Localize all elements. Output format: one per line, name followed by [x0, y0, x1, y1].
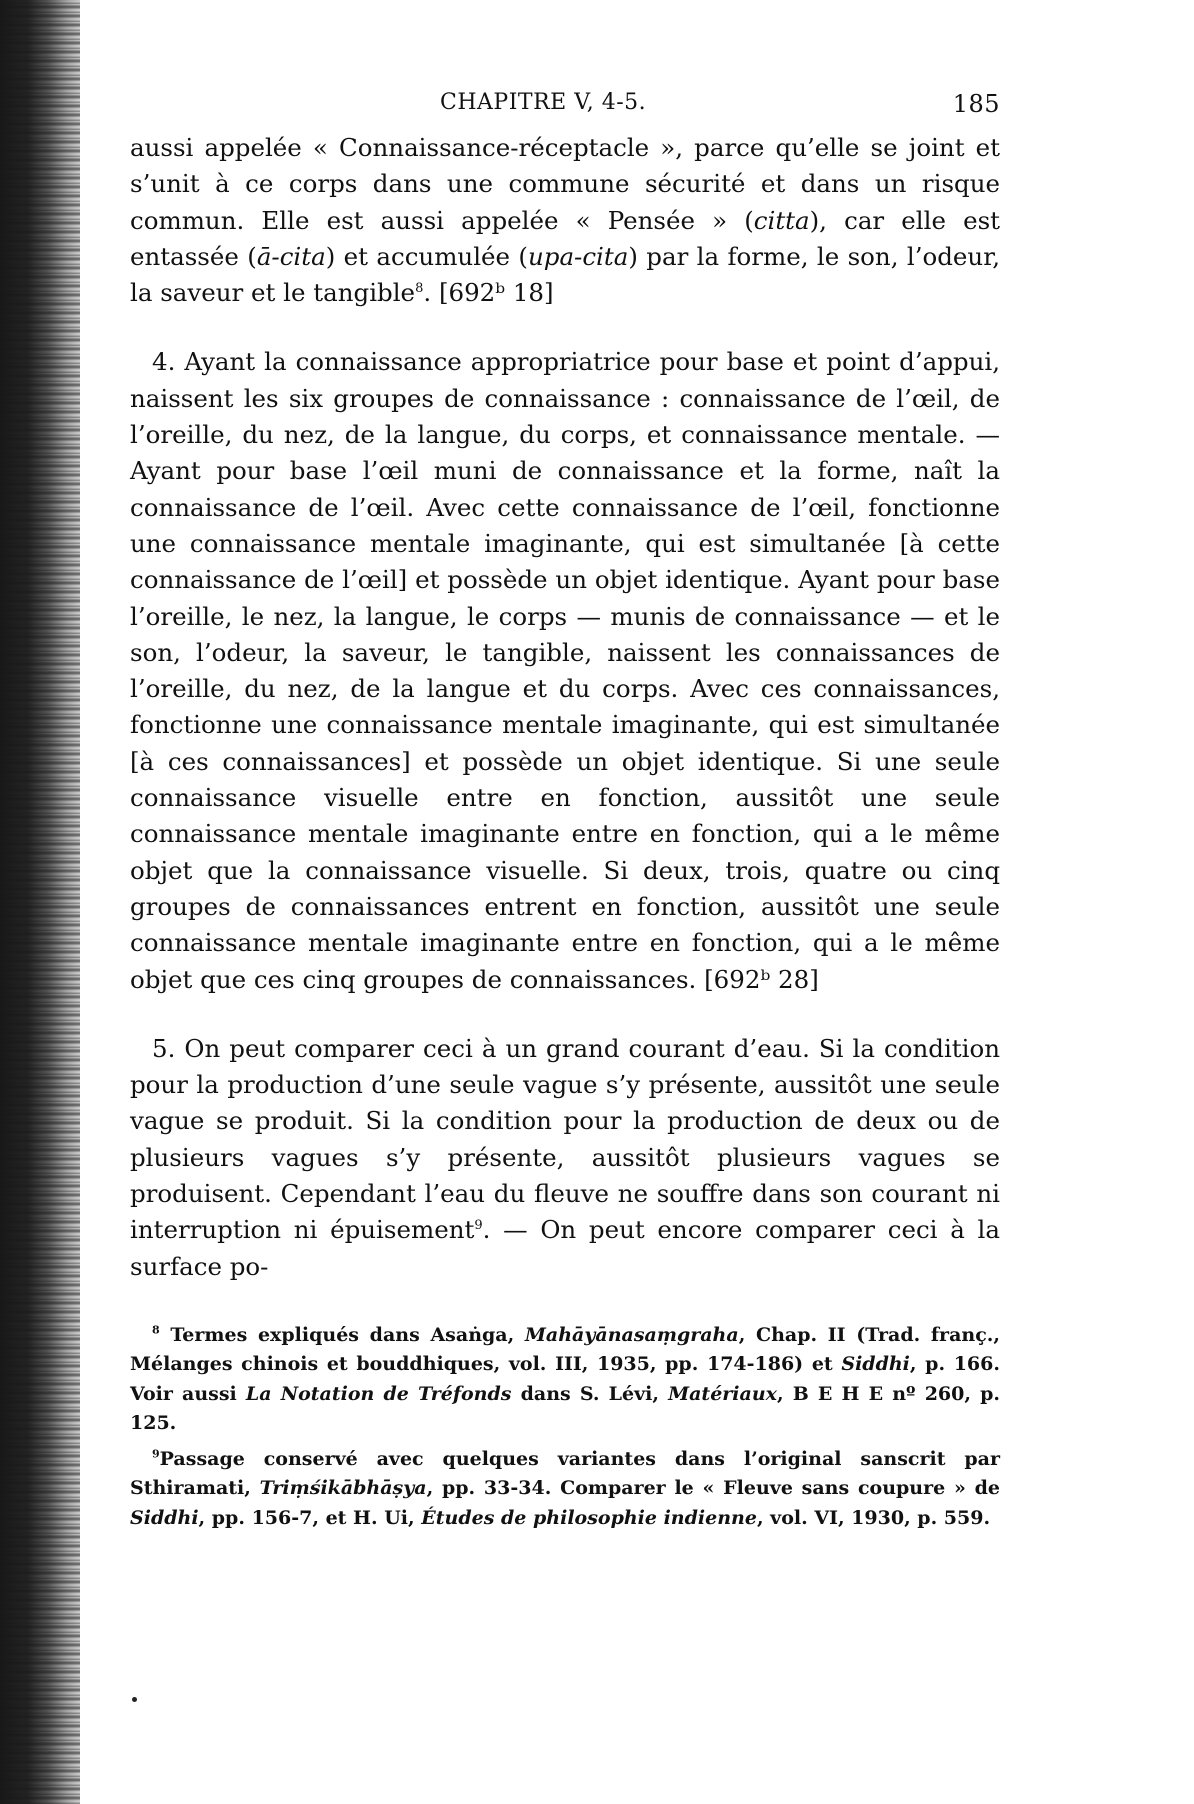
footnote-marker-8[interactable]: 8 [415, 281, 424, 297]
paragraph-section-5 [130, 1031, 1000, 1285]
footnote-8 [130, 1321, 1000, 1439]
text-run: ), car elle est entassée ( [130, 205, 1000, 271]
text-run: , p. 166. Voir aussi [130, 1353, 1000, 1405]
text-run: Termes expliqués dans Asaṅga, [170, 1323, 525, 1346]
title-etudes-philosophie-indienne: Études de philosophie indienne [421, 1506, 757, 1529]
main-text [130, 130, 1000, 1285]
text-run: Passage conservé avec quelques variantes dans l’original sanscrit par Sthiramati, [130, 1447, 1000, 1500]
text-run: . — On peut encore comparer ceci à la surface po- [130, 1215, 1000, 1281]
title-siddhi: Siddhi [130, 1506, 199, 1529]
book-spine-shadow [0, 0, 80, 1804]
source-reference: [692ᵇ 18] [438, 278, 554, 308]
text-run: . [423, 278, 432, 308]
text-run: , pp. 33-34. Comparer le « Fleuve sans coupure » de [426, 1477, 1000, 1500]
running-header [130, 80, 1000, 130]
footnote-number: 9 [152, 1447, 160, 1461]
term-upa-cita: upa-cita [527, 241, 629, 271]
scan-speck [132, 1697, 137, 1702]
footnote-9 [130, 1445, 1000, 1534]
source-reference: [692ᵇ 28] [704, 964, 819, 994]
footnotes [130, 1321, 1000, 1534]
paragraph-section-4 [130, 344, 1000, 997]
title-materiaux: Matériaux [668, 1382, 777, 1405]
text-run: , B E H E nº 260, p. 125. [130, 1382, 1000, 1435]
text-run: ) et accumulée ( [325, 241, 528, 271]
text-run: , vol. VI, 1930, p. 559. [756, 1506, 991, 1529]
text-run: ) par la forme, le son, l’odeur, la saveur et le tangible [130, 241, 1000, 308]
paragraph-continuation [130, 130, 1000, 311]
page-number: 185 [952, 90, 1000, 118]
text-run: 4. Ayant la connaissance appropriatrice pour base et point d’appui, naissent les six groupes de connaissance : connaissance de l’œil, de l’oreille, du nez, de la langue, du corps, et connaissance mentale. — Ayant pour base l’œil muni de connaissance et la forme, naît la connaissance de l’œil. Avec cette connaissance de l’œil, fonctionne une connaissance mentale imaginante, qui est simultanée [à cette connaissance de l’œil] et possède un objet identique. Ayant pour base l’oreille, le nez, la langue, le corps — munis de connaissance — et le son, l’odeur, la saveur, le tangible, naissent les connaissances de l’oreille, du nez, de la langue et du corps. Avec ces connaissances, fonctionne une connaissance mentale imaginante, qui est simultanée [à ces connaissances] et possède un objet identique. Si une seule connaissance visuelle entre en fonction, aussitôt une seule connaissance mentale imaginante entre en fonction, qui a le même objet que la connaissance visuelle. Si deux, trois, quatre ou cinq groupes de connaissances entrent en fonction, aussitôt une seule connaissance mentale imaginante entre en fonction, qui a le même objet que ces cinq groupes de connaissances. [130, 347, 1000, 994]
term-a-cita: ā-cita [256, 241, 326, 271]
text-run: dans S. Lévi, [511, 1382, 669, 1405]
book-page [130, 80, 1000, 1533]
text-run: 5. On peut comparer ceci à un grand courant d’eau. Si la condition pour la production d’une seule vague s’y présente, aussitôt une seule vague se produit. Si la condition pour la production de deux ou de plusieurs vagues s’y présente, aussitôt plusieurs vagues se produisent. Cependant l’eau du fleuve ne souffre dans son courant ni interruption ni épuisement [130, 1033, 1000, 1245]
title-siddhi: Siddhi [841, 1353, 910, 1376]
text-run: aussi appelée « Connaissance-réceptacle », parce qu’elle se joint et s’unit à ce corps dans une commune sécurité et dans un risque commun. Elle est aussi appelée « Pensée » ( [130, 133, 1000, 235]
title-mahayanasamgraha: Mahāyānasaṃgraha [524, 1323, 739, 1346]
title-notation-de-trefonds: La Notation de Tréfonds [245, 1382, 512, 1405]
title-trimsikabhasya: Triṃśikābhāṣya [259, 1477, 427, 1500]
footnote-number: 8 [152, 1323, 160, 1337]
footnote-marker-9[interactable]: 9 [474, 1218, 483, 1234]
chapter-title: CHAPITRE V, 4-5. [440, 90, 647, 115]
text-run: , Chap. II (Trad. franç., Mélanges chinois et bouddhiques, vol. III, 1935, pp. 174-186) et [130, 1323, 1000, 1376]
text-run: , pp. 156-7, et H. Ui, [198, 1506, 422, 1529]
term-citta: citta [753, 205, 810, 235]
